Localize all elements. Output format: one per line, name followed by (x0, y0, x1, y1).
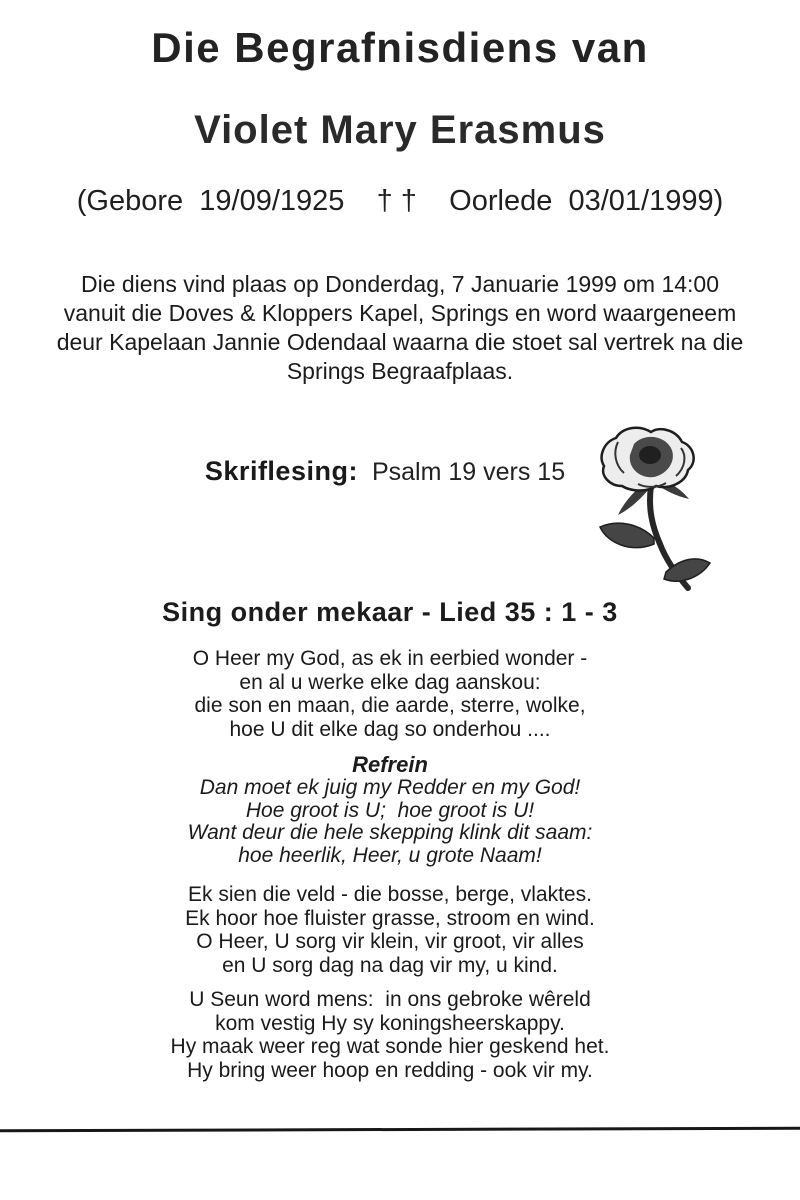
text-line: U Seun word mens: in ons gebroke wêreld (189, 988, 591, 1011)
scripture-reference: Psalm 19 vers 15 (371, 458, 566, 486)
text-line: vanuit die Doves & Kloppers Kapel, Springs en word waargeneem (63, 300, 737, 326)
text-line: O Heer my God, as ek in eerbied wonder - (192, 647, 588, 670)
text-line: Dan moet ek juig my Redder en my God! (199, 776, 581, 799)
text-line: Ek hoor hoe fluister grasse, stroom en wind. (185, 906, 595, 930)
deceased-name: Violet Mary Erasmus (194, 108, 606, 152)
text-line: hoe heerlik, Heer, u grote Naam! (238, 843, 542, 867)
text-line: Hoe groot is U; hoe groot is U! (245, 798, 535, 822)
text-line: Want deur die hele skepping klink dit saam: (187, 821, 593, 844)
text-line: Springs Begraafplaas. (286, 358, 514, 384)
text-line: en al u werke elke dag aanskou: (239, 670, 541, 694)
refrain-heading: Refrein (352, 752, 428, 777)
text-line: deur Kapelaan Jannie Odendaal waarna die stoet sal vertrek na die (56, 329, 744, 355)
service-details-paragraph (0, 270, 800, 386)
text-line: Ek sien die veld - die bosse, berge, vlaktes. (188, 883, 592, 906)
hymn-verse-2 (0, 883, 780, 977)
text-line: Die diens vind plaas op Donderdag, 7 Januarie 1999 om 14:00 (80, 271, 720, 297)
hymn-verse-3 (0, 988, 780, 1082)
page-title: Die Begrafnisdiens van (151, 24, 649, 71)
birth-death-dates: (Gebore 19/09/1925 † † Oorlede 03/01/1999) (76, 185, 724, 217)
scripture-reading-label: Skriflesing: (204, 456, 358, 486)
text-line: die son en maan, die aarde, sterre, wolke, (194, 694, 586, 717)
scan-fold-line (0, 1127, 800, 1133)
rose-image (588, 422, 714, 602)
text-line: O Heer, U sorg vir klein, vir groot, vir alles (196, 930, 584, 953)
text-line: hoe U dit elke dag so onderhou .... (229, 717, 551, 741)
text-line: Hy maak weer reg wat sonde hier geskend het. (170, 1035, 610, 1058)
text-line: kom vestig Hy sy koningsheerskappy. (215, 1011, 565, 1035)
hymn-heading: Sing onder mekaar - Lied 35 : 1 - 3 (162, 597, 618, 627)
text-line: Hy bring weer hoop en redding - ook vir my. (187, 1058, 593, 1082)
text-line: en U sorg dag na dag vir my, u kind. (222, 953, 558, 977)
hymn-verse-1 (0, 647, 780, 741)
rose-illustration (588, 422, 714, 602)
hymn-refrain (0, 777, 780, 867)
